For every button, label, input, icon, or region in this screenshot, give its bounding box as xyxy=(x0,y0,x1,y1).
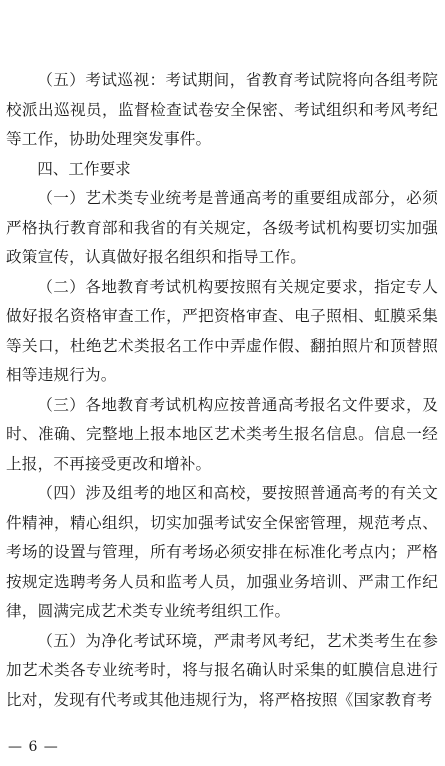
paragraph-inspection: （五）考试巡视：考试期间，省教育考试院将向各组考院校派出巡视员，监督检查试卷安全保密、考试组织和考风考纪等工作，协助处理突发事件。 xyxy=(6,71,438,148)
paragraph-requirement-3: （三）各地教育考试机构应按普通高考报名文件要求，及时、准确、完整地上报本地区艺术类考生报名信息。信息一经上报，不再接受更改和增补。 xyxy=(6,395,438,473)
page-number: — 6 — xyxy=(8,739,59,755)
paragraph-requirement-4: （四）涉及组考的地区和高校，要按照普通高考的有关文件精神，精心组织，切实加强考试安全保密管理，规范考点、考场的设置与管理，所有考场必须安排在标准化考点内；严格按规定选聘考务人员和监考人员，加强业务培训、严肃工作纪律，圆满完成艺术类专业统考组织工作。 xyxy=(6,484,438,620)
paragraph-requirement-1: （一）艺术类专业统考是普通高考的重要组成部分，必须严格执行教育部和我省的有关规定，各级考试机构要切实加强政策宣传，认真做好报名组织和指导工作。 xyxy=(6,189,438,266)
paragraph-requirement-2: （二）各地教育考试机构要按照有关规定要求，指定专人做好报名资格审查工作，严把资格审查、电子照相、虹膜采集等关口，杜绝艺术类报名工作中弄虚作假、翻拍照片和顶替照相等违规行为。 xyxy=(6,277,438,384)
paragraph-requirement-5: （五）为净化考试环境，严肃考风考纪，艺术类考生在参加艺术类各专业统考时，将与报名确认时采集的虹膜信息进行比对，发现有代考或其他违规行为，将严格按照《国家教育考 xyxy=(6,631,438,709)
section-heading-work-requirements: 四、工作要求 xyxy=(37,159,131,178)
document-body xyxy=(6,66,438,715)
